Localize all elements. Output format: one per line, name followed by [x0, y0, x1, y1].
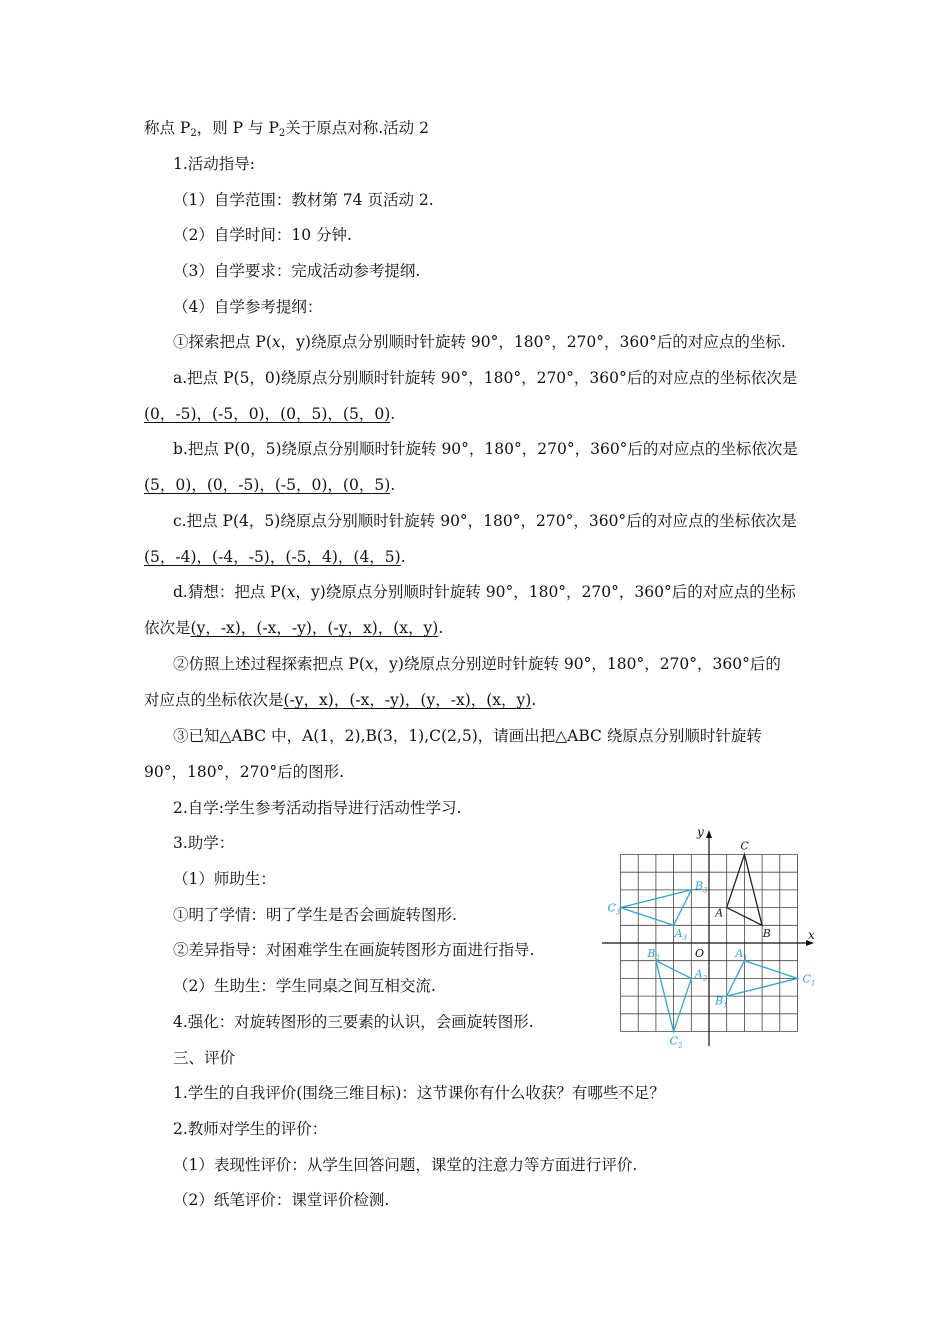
vertex-label-B1: $B_1$: [715, 994, 728, 1010]
line-29: （1）表现性评价：从学生回答问题，课堂的注意力等方面进行评价.: [173, 1156, 638, 1174]
line-27: 1.学生的自我评价(围绕三维目标)：这节课你有什么收获？有哪些不足？: [173, 1084, 665, 1102]
line-9: b.把点 P(0，5)绕原点分别顺时针旋转 90°，180°，270°，360°后的对应点的坐标依次是: [173, 440, 798, 458]
line-4: （3）自学要求：完成活动参考提纲.: [173, 262, 421, 280]
line-12: (5，-4)，(-4，-5)，(-5，4)，(4，5).: [144, 548, 406, 566]
vertex-label-C: C: [740, 839, 749, 853]
vertex-label-A1: $A_1$: [735, 947, 748, 963]
line-28: 2.教师对学生的评价：: [173, 1120, 328, 1138]
line-22: ①明了学情：明了学生是否会画旋转图形.: [173, 906, 457, 924]
vertex-label-A2: $A_2$: [694, 967, 708, 983]
line-2: （1）自学范围：教材第 74 页活动 2.: [173, 191, 434, 209]
vertex-label-B3: $B_3$: [695, 879, 708, 895]
rotation-coordinate-figure: [598, 826, 820, 1048]
origin-label: O: [695, 947, 705, 960]
y-axis-arrow: [706, 830, 712, 838]
vertex-label-C1: $C_1$: [802, 972, 816, 988]
line-25: 4.强化：对旋转图形的三要素的认识，会画旋转图形.: [173, 1013, 534, 1031]
line-3: （2）自学时间：10 分钟.: [173, 226, 352, 244]
triangles: [608, 840, 816, 1049]
line-30: （2）纸笔评价：课堂评价检测.: [173, 1191, 390, 1209]
line-6: ①探索把点 P(x，y)绕原点分别顺时针旋转 90°，180°，270°，360°后的对应点的坐标.: [173, 333, 786, 351]
vertex-label-A: A: [715, 906, 724, 920]
line-15: ②仿照上述过程探索把点 P(x，y)绕原点分别逆时针旋转 90°，180°，270°，360°后的: [173, 655, 781, 673]
line-8: (0，-5)，(-5，0)，(0，5)，(5，0).: [144, 405, 396, 423]
line-17: ③已知△ABC 中，A(1，2),B(3，1),C(2,5)，请画出把△ABC 绕原点分别顺时针旋转: [173, 727, 762, 745]
line-14: 依次是(y，-x)，(-x，-y)，(-y，x)，(x，y).: [144, 619, 444, 637]
line-24: （2）生助生：学生同桌之间互相交流.: [173, 977, 436, 995]
axes: [602, 826, 815, 1046]
vertex-label-B2: $B_2$: [647, 947, 660, 962]
section-heading-evaluation: 三、评价: [173, 1049, 236, 1067]
line-5: （4）自学参考提纲：: [173, 298, 323, 316]
line-11: c.把点 P(4，5)绕原点分别顺时针旋转 90°，180°，270°，360°后的对应点的坐标依次是: [173, 512, 797, 530]
line-13: d.猜想：把点 P(x，y)绕原点分别顺时针旋转 90°，180°，270°，360°后的对应点的坐标: [173, 583, 796, 601]
y-axis-label: y: [697, 826, 704, 839]
line-18: 90°，180°，270°后的图形.: [144, 763, 345, 781]
x-axis-label: x: [808, 928, 815, 942]
line-10: (5，0)，(0，-5)，(-5，0)，(0，5).: [144, 476, 396, 494]
line-7: a.把点 P(5，0)绕原点分别顺时针旋转 90°，180°，270°，360°后的对应点的坐标依次是: [173, 369, 798, 387]
line-20: 3.助学：: [173, 834, 235, 852]
vertex-label-C3: $C_3$: [607, 901, 621, 917]
line-21: （1）师助生：: [173, 870, 276, 888]
line-23: ②差异指导：对困难学生在画旋转图形方面进行指导.: [173, 941, 535, 959]
line-1: 1.活动指导:: [173, 155, 256, 173]
line-19: 2.自学:学生参考活动指导进行活动性学习.: [173, 799, 462, 817]
vertex-label-C2: $C_2$: [669, 1034, 683, 1048]
vertex-label-B: B: [762, 927, 771, 940]
line-0: 称点 $P_2$，则 P 与 $P_2$关于原点对称.活动 2: [144, 119, 429, 139]
vertex-label-A3: $A_3$: [674, 926, 688, 942]
line-16: 对应点的坐标依次是(-y，x)，(-x，-y)，(y，-x)，(x，y).: [144, 691, 537, 709]
